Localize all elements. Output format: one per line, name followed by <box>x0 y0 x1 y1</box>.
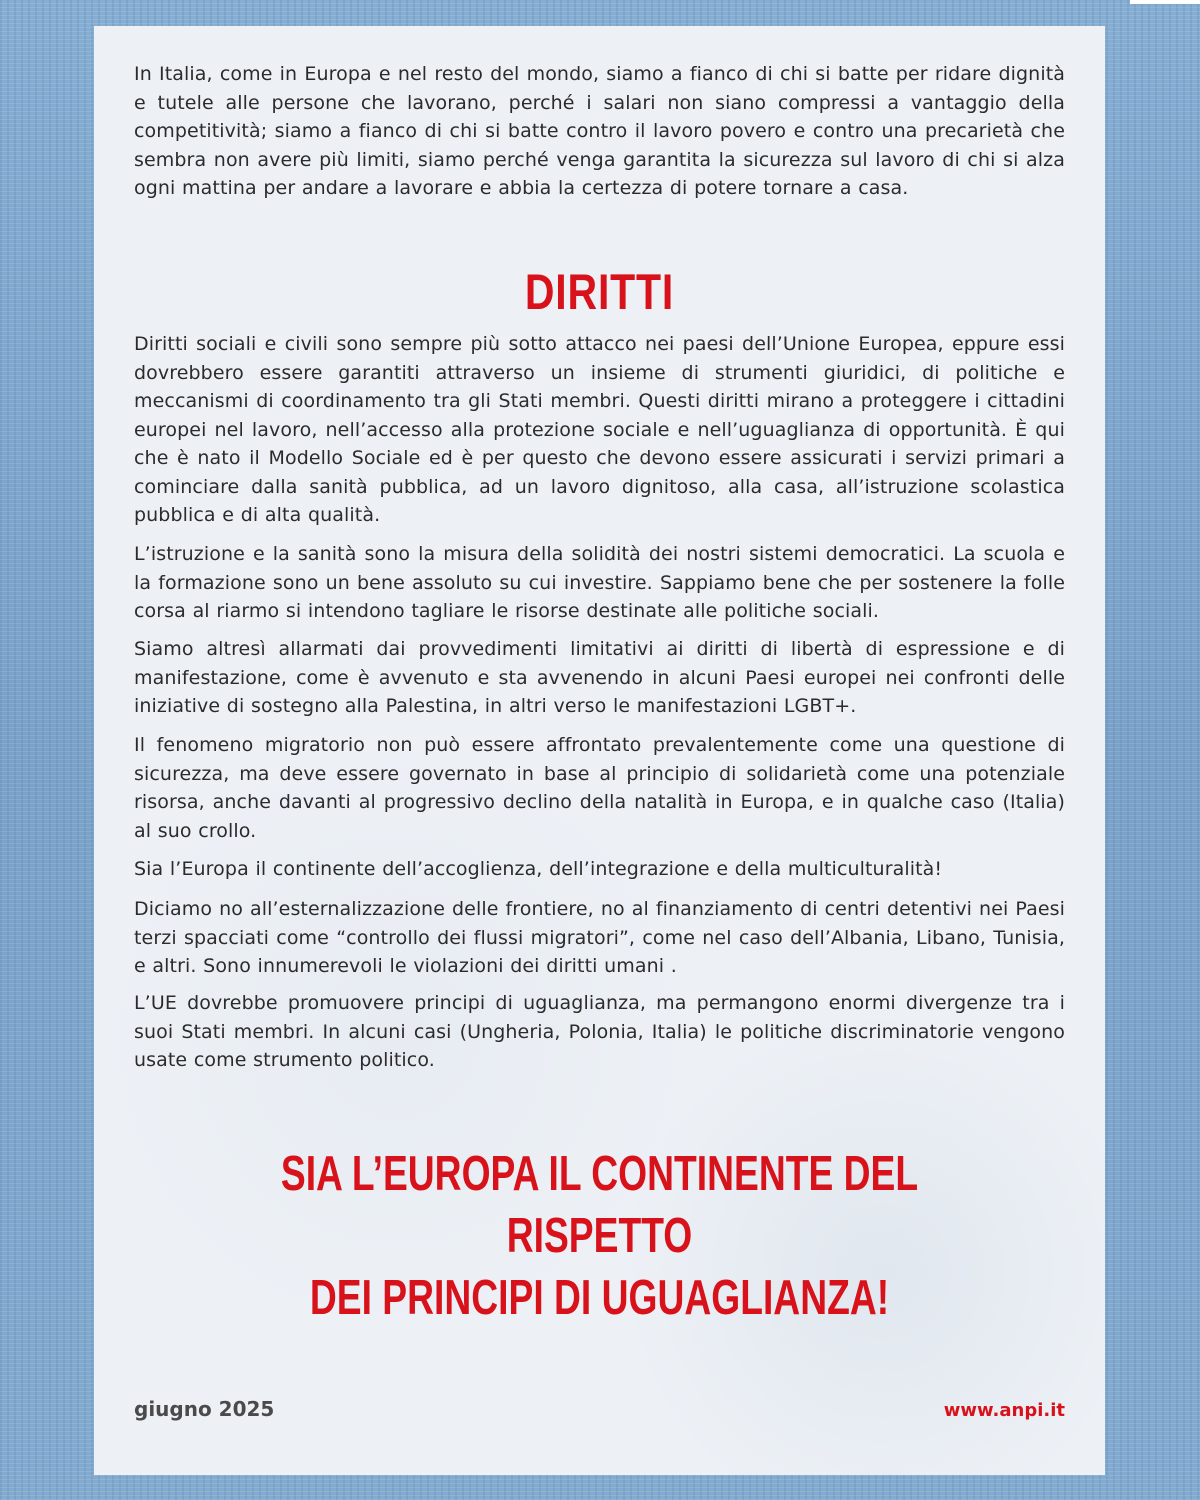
slogan-line-1: SIA L’EUROPA IL CONTINENTE DEL RISPETTO <box>280 1147 919 1263</box>
closing-slogan <box>215 1143 983 1329</box>
section-title: DIRITTI <box>524 264 675 320</box>
slogan-line-2: DEI PRINCIPI DI UGUAGLIANZA! <box>309 1271 890 1325</box>
paragraph-equality: L’UE dovrebbe promuovere principi di uguaglianza, ma permangono enormi divergenze tra i suoi Stati membri. In alcuni casi (Ungheria, Polonia, Italia) le politiche discriminatorie vengono usate come strumento politico. <box>134 992 1065 1071</box>
paragraph-borders: Diciamo no all’esternalizzazione delle frontiere, no al finanziamento di centri detentivi nei Paesi terzi spacciati come “controllo dei flussi migratori”, come nel caso dell’Albania, Libano, Tunisia, e altri. Sono innumerevoli le violazioni dei diritti umani . <box>134 898 1065 977</box>
paragraph-freedom-expression: Siamo altresì allarmati dai provvedimenti limitativi ai diritti di libertà di espressione e di manifestazione, come è avvenuto e sta avvenendo in alcuni Paesi europei nei confronti delle iniziative di sostegno alla Palestina, in altri verso le manifestazioni LGBT+. <box>134 638 1065 717</box>
paragraph-social-rights: Diritti sociali e civili sono sempre più sotto attacco nei paesi dell’Unione Europea, eppure essi dovrebbero essere garantiti attraverso un insieme di strumenti giuridici, di politiche e meccanismi di coordinamento tra gli Stati membri. Questi diritti mirano a proteggere i cittadini europei nel lavoro, nell’accesso alla protezione sociale e nell’uguaglianza di opportunità. È qui che è nato il Modello Sociale ed è per questo che devono essere assicurati i servizi primari a cominciare dalla sanità pubblica, ad un lavoro dignitoso, alla casa, all’istruzione scolastica pubblica e di alta qualità. <box>134 333 1065 526</box>
paragraph-education-health: L’istruzione e la sanità sono la misura della solidità dei nostri sistemi democratici. La scuola e la formazione sono un bene assoluto su cui investire. Sappiamo bene che per sostenere la folle corsa al riarmo si intendono tagliare le risorse destinate alle politiche sociali. <box>134 543 1065 622</box>
paragraph-welcome: Sia l’Europa il continente dell’accoglienza, dell’integrazione e della multiculturalità! <box>134 858 943 880</box>
paragraph-migration: Il fenomeno migratorio non può essere affrontato prevalentemente come una questione di sicurezza, ma deve essere governato in base al principio di solidarietà come una potenziale risorsa, anche davanti al progressivo declino della natalità in Europa, e in qualche caso (Italia) al suo crollo. <box>134 734 1065 842</box>
footer-date: giugno 2025 <box>134 1397 275 1421</box>
footer-website-link[interactable]: www.anpi.it <box>943 1400 1065 1421</box>
corner-mark <box>1130 0 1200 4</box>
intro-paragraph: In Italia, come in Europa e nel resto del mondo, siamo a fianco di chi si batte per ridare dignità e tutele alle persone che lavorano, perché i salari non siano compressi a vantaggio della competitività; siamo a fianco di chi si batte contro il lavoro povero e contro una precarietà che sembra non avere più limiti, siamo perché venga garantita la sicurezza sul lavoro di chi si alza ogni mattina per andare a lavorare e abbia la certezza di potere tornare a casa. <box>134 63 1065 199</box>
